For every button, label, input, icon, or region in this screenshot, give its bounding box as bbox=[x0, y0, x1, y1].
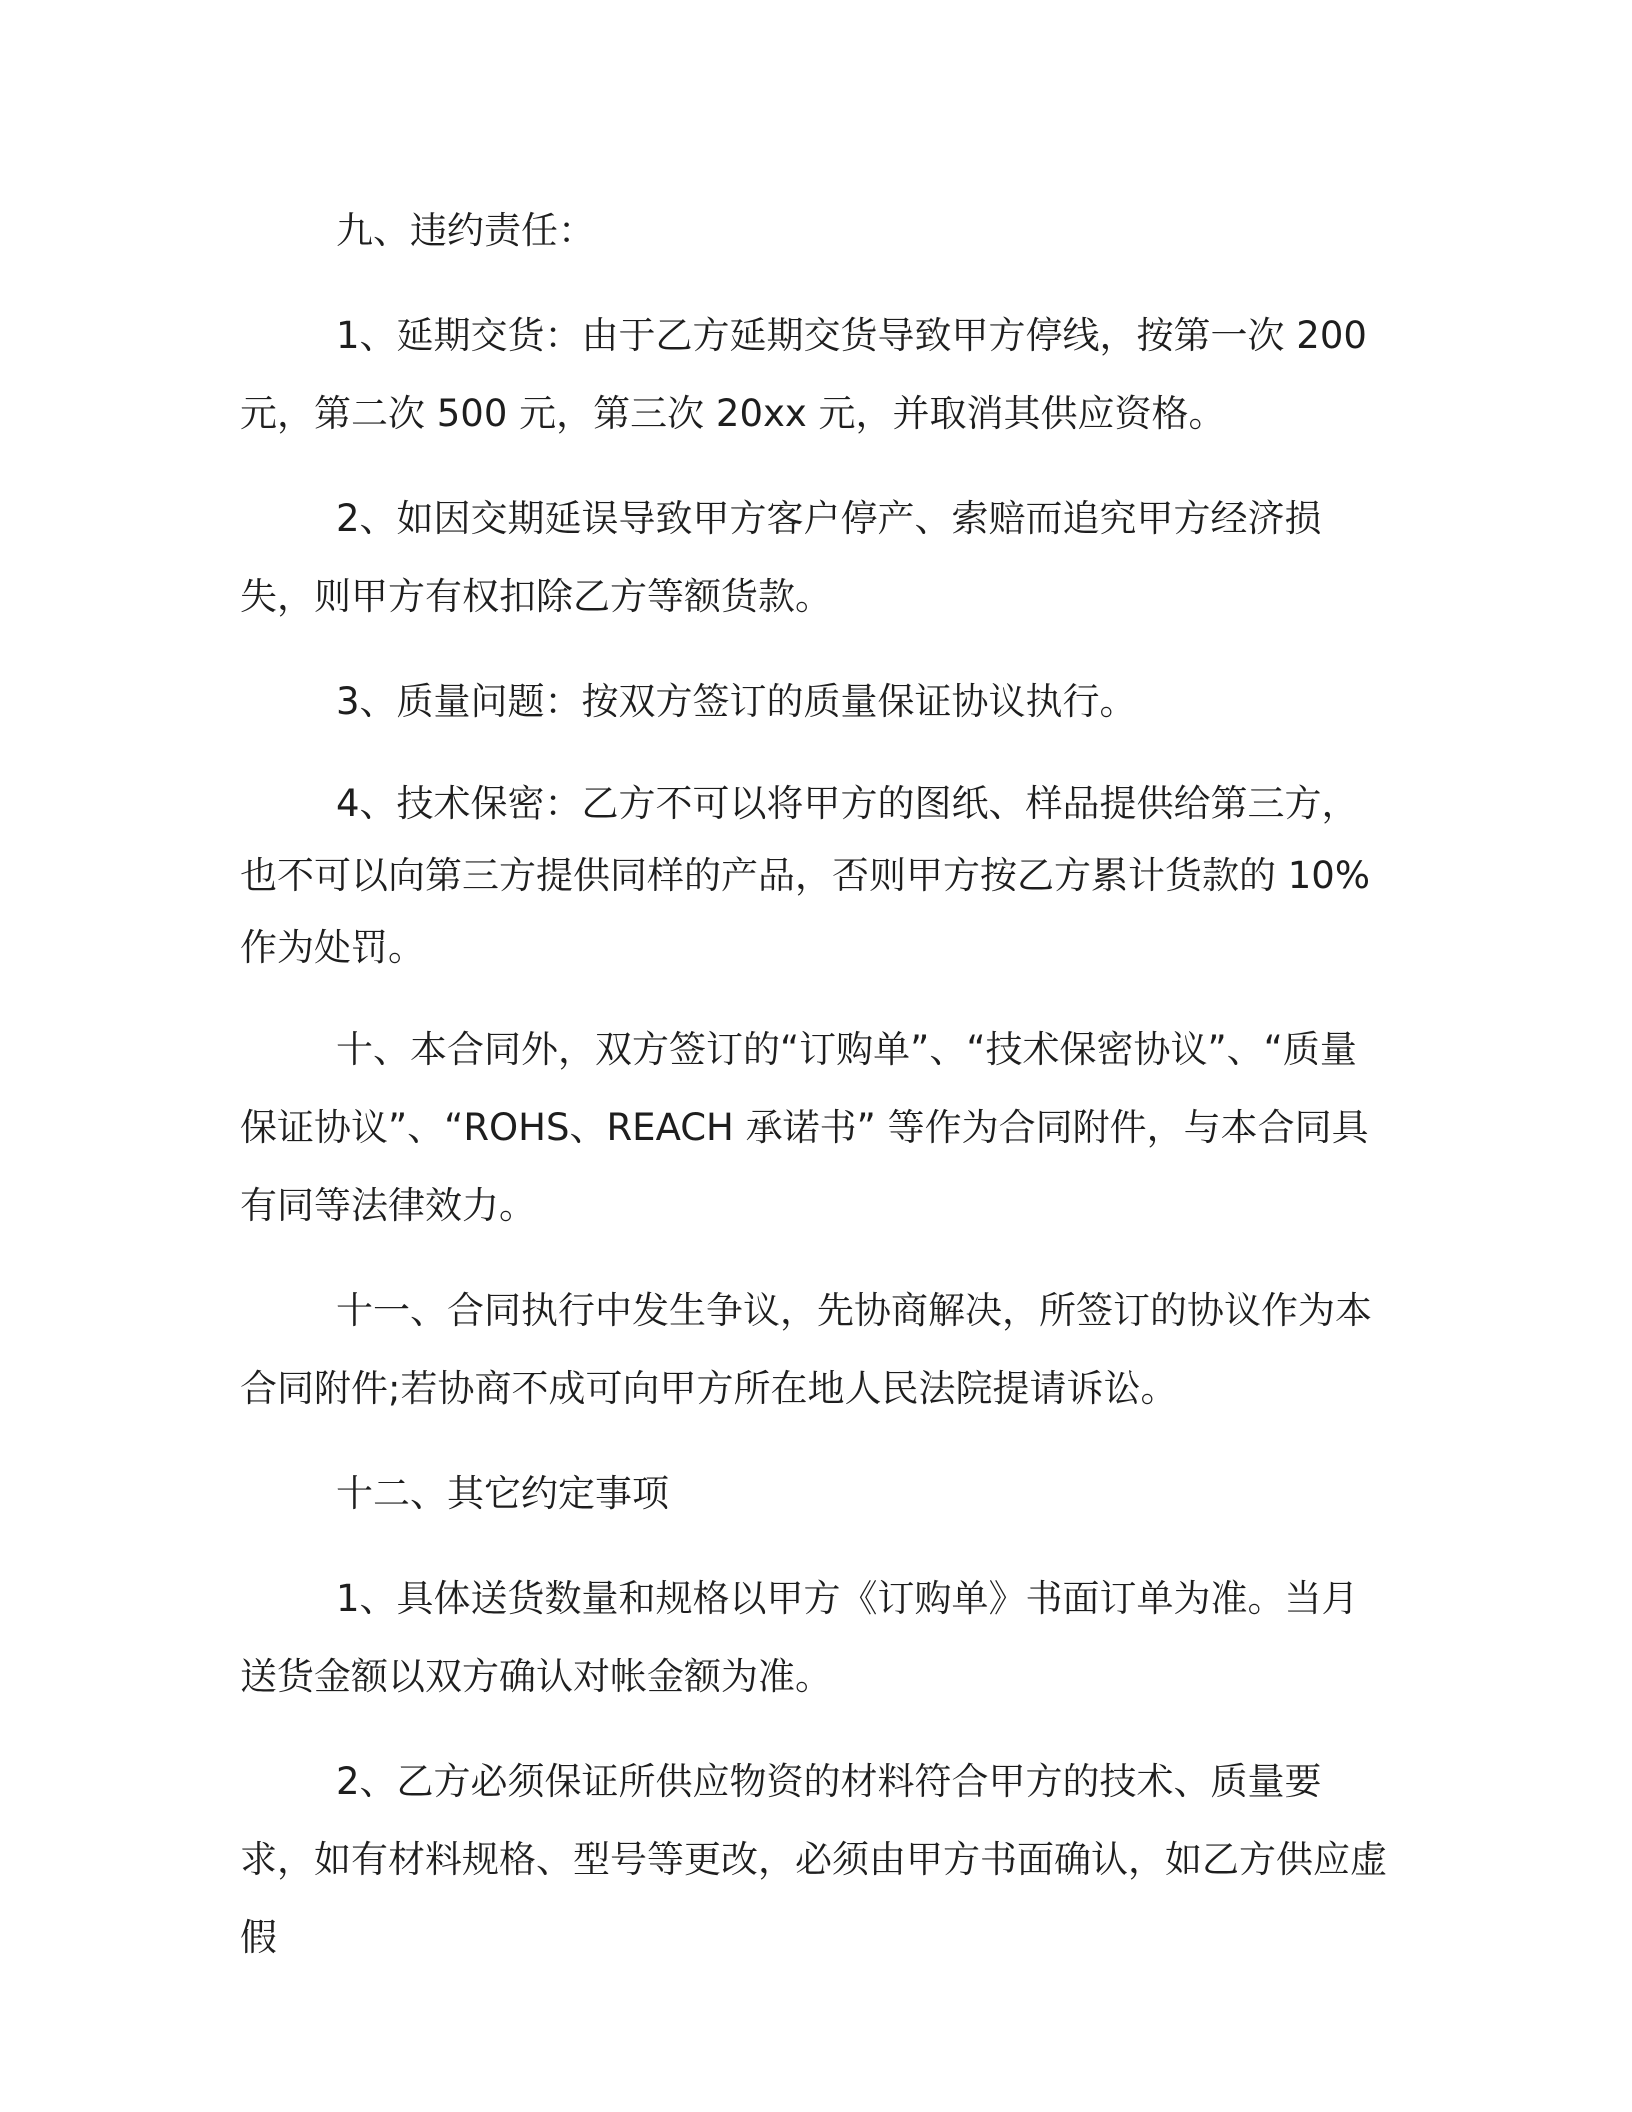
section-contract-attachments: 十、本合同外，双方签订的“订购单”、“技术保密协议”、“质量保证协议”、“ROHS、REACH 承诺书” 等作为合同附件，与本合同具有同等法律效力。 bbox=[240, 1028, 1369, 1227]
document-body bbox=[240, 192, 1390, 2004]
section-dispute-resolution: 十一、合同执行中发生争议，先协商解决，所签订的协议作为本合同附件;若协商不成可向甲方所在地人民法院提请诉讼。 bbox=[240, 1289, 1372, 1410]
clause-technical-confidentiality: 4、技术保密：乙方不可以将甲方的图纸、样品提供给第三方，也不可以向第三方提供同样的产品，否则甲方按乙方累计货款的 10%作为处罚。 bbox=[240, 782, 1370, 969]
clause-delivery-quantity: 1、具体送货数量和规格以甲方《订购单》书面订单为准。当月送货金额以双方确认对帐金额为准。 bbox=[240, 1577, 1359, 1698]
clause-material-requirements: 2、乙方必须保证所供应物资的材料符合甲方的技术、质量要求，如有材料规格、型号等更改，必须由甲方书面确认，如乙方供应虚假 bbox=[240, 1760, 1387, 1959]
clause-quality-issues: 3、质量问题：按双方签订的质量保证协议执行。 bbox=[336, 680, 1137, 723]
section-heading-other-matters: 十二、其它约定事项 bbox=[336, 1472, 669, 1515]
clause-delayed-delivery: 1、延期交货：由于乙方延期交货导致甲方停线，按第一次 200 元，第二次 500 元，第三次 20xx 元，并取消其供应资格。 bbox=[240, 314, 1367, 435]
clause-customer-loss: 2、如因交期延误导致甲方客户停产、索赔而追究甲方经济损失，则甲方有权扣除乙方等额货款。 bbox=[240, 497, 1322, 618]
section-heading-breach-liability: 九、违约责任： bbox=[336, 209, 595, 252]
